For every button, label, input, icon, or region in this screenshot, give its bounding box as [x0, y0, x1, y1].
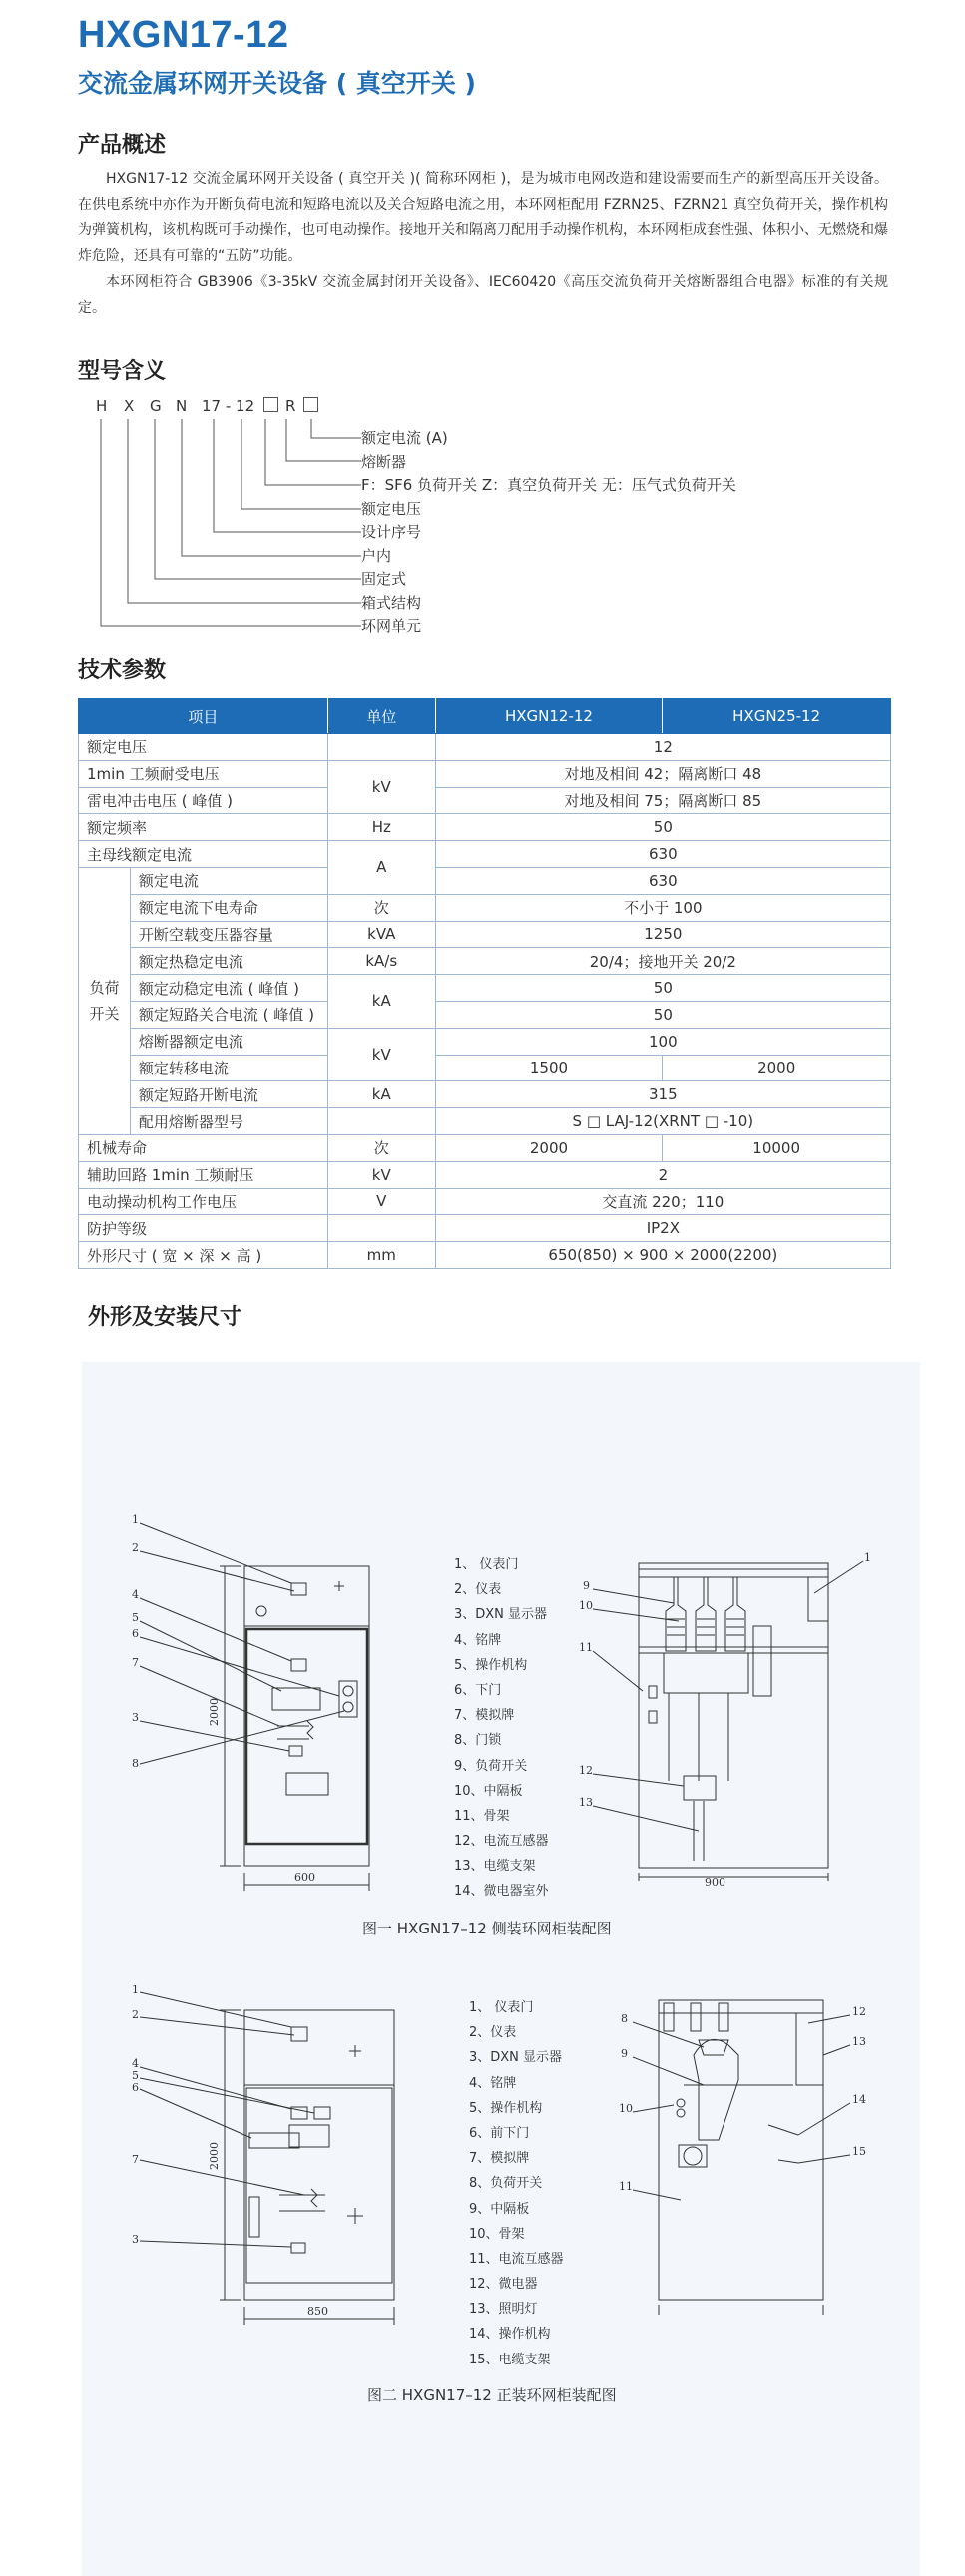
- fig1-legend-item: 7、模拟牌: [454, 1708, 515, 1724]
- fig2-legend-item: 8、负荷开关: [469, 2176, 543, 2192]
- spec-item: 主母线额定电流: [79, 841, 328, 868]
- model-legend-item: 设计序号: [361, 523, 422, 541]
- model-legend-item: 熔断器: [361, 452, 407, 471]
- spec-value: 2: [435, 1161, 890, 1188]
- fig1-dim-depth: 900: [705, 1876, 725, 1889]
- spec-unit: [327, 734, 435, 761]
- spec-unit: kA/s: [327, 948, 435, 975]
- spec-item: 熔断器额定电流: [130, 1028, 327, 1055]
- spec-unit: [327, 1215, 435, 1242]
- spec-unit: kA: [327, 975, 435, 1029]
- spec-unit: 次: [327, 894, 435, 921]
- overview-paragraph-1: HXGN17-12 交流金属环网开关设备 ( 真空开关 )( 简称环网柜 )，是为城市电网改造和建设需要而生产的新型高压开关设备。在供电系统中亦作为开断负荷电流和短路电流以及关合短路电流之用，本环网柜配用 FZRN25、FZRN21 真空负荷开关，操作机构为弹簧机构，该机构既可手动操作，也可电动操作。接地开关和隔离刀配用手动操作机构，本环网柜成套性强、体积小、无燃烧和爆炸危险，还具有可靠的“五防”功能。: [78, 171, 888, 264]
- fig1-legend-item: 3、DXN 显示器: [454, 1607, 548, 1623]
- table-row: [79, 841, 891, 868]
- spec-value: 12: [435, 734, 890, 761]
- spec-unit: 次: [327, 1134, 435, 1161]
- fig2-legend-item: 10、骨架: [469, 2226, 525, 2242]
- overview-heading: 产品概述: [78, 133, 167, 158]
- spec-item: 配用熔断器型号: [130, 1108, 327, 1135]
- model-code-series: 17 - 12: [202, 397, 255, 415]
- spec-header-row: [79, 699, 891, 734]
- model-code-h: H: [96, 397, 108, 415]
- fig2-side-callout: 9: [621, 2047, 628, 2060]
- model-legend-item: 环网单元: [361, 617, 422, 635]
- table-row: [79, 1188, 891, 1215]
- spec-item: 额定动稳定电流 ( 峰值 ): [130, 975, 327, 1002]
- spec-value: 630: [435, 867, 890, 894]
- table-row: [79, 867, 891, 894]
- fig2-front-callout: 7: [132, 2153, 139, 2166]
- fig2-front-view: [130, 1985, 429, 2345]
- fig2-legend-item: 7、模拟牌: [469, 2151, 530, 2167]
- spec-value-hxgn25: 10000: [663, 1134, 891, 1161]
- fig2-side-callout: 14: [852, 2093, 866, 2106]
- fig1-legend-item: 14、微电器室外: [454, 1884, 549, 1900]
- fig2-side-callout: 12: [852, 2005, 866, 2018]
- overview-text: [78, 166, 888, 321]
- table-row: [79, 894, 891, 921]
- table-row: [79, 787, 891, 814]
- fig1-legend-item: 5、操作机构: [454, 1657, 528, 1673]
- fig1-side-callout: 11: [579, 1641, 593, 1654]
- fig2-dim-width: 850: [307, 2305, 328, 2318]
- spec-item: 辅助回路 1min 工频耐压: [79, 1161, 328, 1188]
- spec-item: 防护等级: [79, 1215, 328, 1242]
- fig1-legend-item: 2、仪表: [454, 1582, 502, 1598]
- fig1-front-callout: 1: [132, 1513, 139, 1526]
- fig2-side-view: [619, 1985, 878, 2325]
- table-row: [79, 1028, 891, 1055]
- spec-item: 额定转移电流: [130, 1055, 327, 1081]
- fig2-legend-item: 9、中隔板: [469, 2201, 530, 2217]
- spec-item: 额定频率: [79, 814, 328, 841]
- table-row: [79, 1161, 891, 1188]
- spec-table: [78, 698, 891, 1269]
- fig2-side-callout: 8: [621, 2012, 628, 2025]
- spec-item: 1min 工频耐受电压: [79, 760, 328, 787]
- spec-unit: kA: [327, 1081, 435, 1108]
- spec-item: 外形尺寸 ( 宽 × 深 × 高 ): [79, 1242, 328, 1269]
- fig2-legend-item: 4、铭牌: [469, 2075, 517, 2091]
- fig2-dim-height: 2000: [208, 2142, 221, 2170]
- fig1-side-view: [579, 1541, 878, 1881]
- fig2-front-callout: 5: [132, 2069, 139, 2082]
- table-row: [79, 760, 891, 787]
- model-legend-item: 额定电压: [361, 499, 422, 518]
- spec-item: 额定电压: [79, 734, 328, 761]
- fig1-caption: 图一 HXGN17–12 侧装环网柜装配图: [362, 1920, 612, 1937]
- fig1-side-callout: 12: [579, 1764, 593, 1777]
- page-title: HXGN17-12: [78, 14, 289, 56]
- spec-unit: [327, 1108, 435, 1135]
- spec-heading: 技术参数: [78, 658, 167, 683]
- fig2-legend-item: 1、 仪表门: [469, 2000, 534, 2015]
- spec-item: 额定电流下电寿命: [130, 894, 327, 921]
- spec-unit: kV: [327, 1028, 435, 1081]
- table-row: [79, 975, 891, 1002]
- fig1-legend-item: 9、负荷开关: [454, 1758, 528, 1774]
- fig2-side-callout: 15: [852, 2145, 866, 2158]
- spec-value: 对地及相间 75；隔离断口 85: [435, 787, 890, 814]
- fig2-legend-item: 6、前下门: [469, 2125, 530, 2141]
- fig1-front-callout: 5: [132, 1611, 139, 1624]
- spec-value: 交直流 220；110: [435, 1188, 890, 1215]
- fig2-legend: [469, 1995, 564, 2372]
- spec-value-hxgn25: 2000: [663, 1055, 891, 1081]
- spec-header-hxgn25: HXGN25-12: [663, 699, 891, 734]
- spec-item: 额定短路开断电流: [130, 1081, 327, 1108]
- fig2-front-callout: 1: [132, 1985, 139, 1996]
- spec-unit: Hz: [327, 814, 435, 841]
- spec-group-load-switch: 负荷开关: [79, 867, 131, 1134]
- spec-value: 50: [435, 1001, 890, 1028]
- fig1-side-callout: 9: [583, 1579, 590, 1592]
- fig2-side-callout: 10: [619, 2102, 633, 2115]
- model-code-box-1: [263, 397, 278, 415]
- fig2-legend-item: 12、微电器: [469, 2277, 538, 2293]
- fig1-front-callout: 7: [132, 1656, 139, 1669]
- spec-value: 630: [435, 841, 890, 868]
- spec-unit: kVA: [327, 921, 435, 948]
- model-code-x: X: [124, 397, 135, 415]
- table-row: [79, 734, 891, 761]
- fig1-front-view: [130, 1511, 429, 1901]
- spec-item: 额定短路关合电流 ( 峰值 ): [130, 1001, 327, 1028]
- model-legend-item: 箱式结构: [361, 593, 422, 612]
- fig1-front-callout: 6: [132, 1627, 139, 1640]
- model-code-r: R: [285, 397, 296, 415]
- fig2-front-callout: 6: [132, 2081, 139, 2094]
- spec-unit: kV: [327, 1161, 435, 1188]
- spec-unit: A: [327, 841, 435, 895]
- spec-value: 100: [435, 1028, 890, 1055]
- table-row: [79, 1081, 891, 1108]
- spec-value: 对地及相间 42；隔离断口 48: [435, 760, 890, 787]
- table-row: [79, 1108, 891, 1135]
- drawings-heading: 外形及安装尺寸: [88, 1305, 242, 1330]
- fig2-legend-item: 3、DXN 显示器: [469, 2050, 563, 2066]
- fig2-legend-item: 13、照明灯: [469, 2302, 538, 2318]
- fig2-legend-item: 11、电流互感器: [469, 2251, 564, 2267]
- fig1-front-callout: 8: [132, 1757, 139, 1770]
- table-row: [79, 814, 891, 841]
- model-code-n: N: [176, 397, 188, 415]
- table-row: [79, 1055, 891, 1081]
- fig2-legend-item: 14、操作机构: [469, 2327, 551, 2343]
- spec-value: 50: [435, 814, 890, 841]
- table-row: [79, 1242, 891, 1269]
- fig1-legend-item: 10、中隔板: [454, 1783, 523, 1799]
- fig1-front-callout: 2: [132, 1541, 139, 1554]
- spec-unit: mm: [327, 1242, 435, 1269]
- spec-header-item: 项目: [79, 699, 328, 734]
- model-legend-item: 额定电流 (A): [361, 429, 448, 447]
- fig2-side-callout: 11: [619, 2180, 633, 2193]
- model-heading: 型号含义: [78, 359, 167, 384]
- model-legend-item: 固定式: [361, 570, 407, 588]
- spec-value: IP2X: [435, 1215, 890, 1242]
- spec-unit: kV: [327, 760, 435, 814]
- spec-value: 1250: [435, 921, 890, 948]
- spec-value: S □ LAJ-12(XRNT □ -10): [435, 1108, 890, 1135]
- spec-value: 20/4；接地开关 20/2: [435, 948, 890, 975]
- fig2-legend-item: 2、仪表: [469, 2025, 517, 2041]
- table-row: [79, 921, 891, 948]
- spec-value-hxgn12: 1500: [435, 1055, 663, 1081]
- fig1-legend-item: 6、下门: [454, 1682, 502, 1698]
- spec-unit: V: [327, 1188, 435, 1215]
- fig1-legend-item: 1、 仪表门: [454, 1557, 519, 1572]
- fig1-legend-item: 11、骨架: [454, 1808, 510, 1824]
- fig2-side-callout: 13: [852, 2035, 866, 2048]
- table-row: [79, 1001, 891, 1028]
- model-code-box-2: [303, 397, 318, 415]
- page-subtitle: 交流金属环网开关设备 ( 真空开关 ): [78, 69, 476, 98]
- table-row: [79, 1215, 891, 1242]
- fig1-front-callout: 3: [132, 1711, 139, 1724]
- fig2-legend-item: 5、操作机构: [469, 2100, 543, 2116]
- overview-paragraph-2: 本环网柜符合 GB3906《3-35kV 交流金属封闭开关设备》、IEC60420《高压交流负荷开关熔断器组合电器》标准的有关规定。: [78, 274, 888, 316]
- fig2-caption: 图二 HXGN17–12 正装环网柜装配图: [367, 2386, 617, 2404]
- fig1-front-callout: 4: [132, 1588, 139, 1601]
- model-code-g: G: [150, 397, 162, 415]
- model-legend-item: 户内: [361, 546, 392, 565]
- fig1-side-callout: 10: [579, 1599, 593, 1612]
- fig1-legend: [454, 1552, 549, 1905]
- spec-value-hxgn12: 2000: [435, 1134, 663, 1161]
- spec-value: 50: [435, 975, 890, 1002]
- table-row: [79, 1134, 891, 1161]
- spec-item: 额定电流: [130, 867, 327, 894]
- fig1-side-callout: 1: [864, 1551, 871, 1564]
- spec-item: 开断空载变压器容量: [130, 921, 327, 948]
- fig1-legend-item: 12、电流互感器: [454, 1834, 549, 1850]
- table-row: [79, 948, 891, 975]
- spec-value: 650(850) × 900 × 2000(2200): [435, 1242, 890, 1269]
- spec-item: 机械寿命: [79, 1134, 328, 1161]
- spec-value: 不小于 100: [435, 894, 890, 921]
- fig1-legend-item: 8、门锁: [454, 1733, 502, 1749]
- model-code-leader-lines: [90, 417, 369, 637]
- spec-value: 315: [435, 1081, 890, 1108]
- fig1-side-callout: 13: [579, 1796, 593, 1809]
- fig1-legend-item: 13、电缆支架: [454, 1859, 536, 1875]
- fig2-front-callout: 3: [132, 2233, 139, 2246]
- fig1-legend-item: 4、铭牌: [454, 1632, 502, 1648]
- spec-item: 雷电冲击电压 ( 峰值 ): [79, 787, 328, 814]
- spec-header-hxgn12: HXGN12-12: [435, 699, 663, 734]
- fig2-front-callout: 4: [132, 2057, 139, 2070]
- fig1-dim-height: 2000: [208, 1698, 221, 1726]
- fig2-legend-item: 15、电缆支架: [469, 2352, 551, 2367]
- model-legend-item: F：SF6 负荷开关 Z：真空负荷开关 无：压气式负荷开关: [361, 476, 736, 494]
- spec-item: 电动操动机构工作电压: [79, 1188, 328, 1215]
- model-legend: [361, 427, 736, 639]
- spec-item: 额定热稳定电流: [130, 948, 327, 975]
- spec-header-unit: 单位: [327, 699, 435, 734]
- fig1-dim-width: 600: [294, 1871, 315, 1884]
- fig2-front-callout: 2: [132, 2008, 139, 2021]
